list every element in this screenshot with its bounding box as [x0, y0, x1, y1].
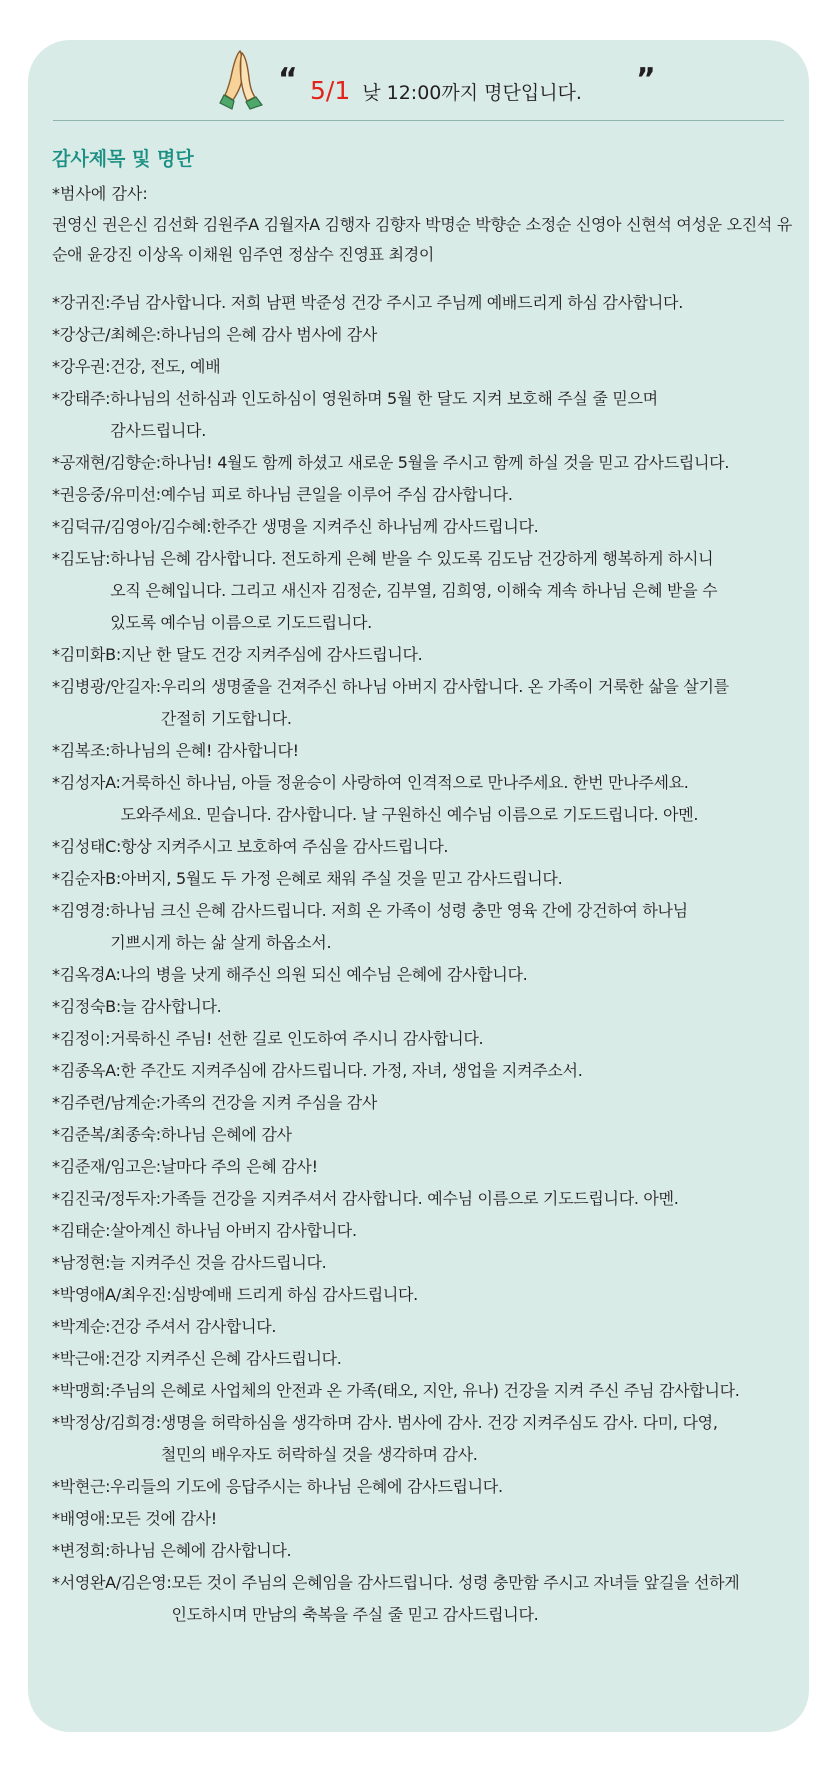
entry-name: *강상근/최혜은: [52, 325, 161, 344]
prayer-entry [52, 1343, 802, 1375]
prayer-entry [52, 1055, 802, 1087]
entry-text: 아버지, 5월도 두 가정 은혜로 채워 주실 것을 믿고 감사드립니다. [120, 869, 563, 888]
prayer-entry [52, 1311, 802, 1343]
entry-text: 거룩하신 주님! 선한 길로 인도하여 주시니 감사합니다. [110, 1029, 484, 1048]
prayer-entry [52, 1503, 802, 1535]
prayer-entry [52, 543, 802, 639]
prayer-entry [52, 1023, 802, 1055]
entry-name: *박계순: [52, 1317, 111, 1336]
entry-text: 날마다 주의 은혜 감사! [160, 1157, 318, 1176]
offering-heading: *범사에 감사: [52, 184, 148, 203]
entry-name: *김복조: [52, 741, 111, 760]
entry-name: *공재현/김향순: [52, 453, 161, 472]
entry-text: 건강, 전도, 예배 [110, 357, 221, 376]
section-title: 감사제목 및 명단 [52, 148, 194, 170]
prayer-content [52, 178, 802, 1631]
prayer-entry [52, 479, 802, 511]
entry-name: *강태주: [52, 389, 111, 408]
prayer-entry [52, 511, 802, 543]
entry-name: *김정이: [52, 1029, 111, 1048]
entry-name: *김덕규/김영아/김수혜: [52, 517, 212, 536]
entry-text: 건강 주셔서 감사합니다. [110, 1317, 277, 1336]
entry-text: 하나님 은혜 감사합니다. 전도하게 은혜 받을 수 있도록 김도남 건강하게 행복하게 하시니 오직 은혜입니다. 그리고 새신자 김정순, 김부열, 김희영, 이해숙 계속 하나님 은혜 받을 수 있도록 예수님 이름으로 기도드립니다. [110, 549, 718, 632]
entry-text: 늘 지켜주신 것을 감사드립니다. [110, 1253, 327, 1272]
entry-text: 하나님의 은혜 감사 범사에 감사 [160, 325, 378, 344]
entry-text: 모든 것에 감사! [110, 1509, 217, 1528]
praying-hands-icon [210, 45, 276, 111]
header [28, 40, 809, 122]
prayer-entry [52, 639, 802, 671]
entry-name: *김영경: [52, 901, 111, 920]
headline [310, 76, 582, 105]
prayer-entry [52, 671, 802, 735]
entry-text: 하나님! 4월도 함께 하셨고 새로운 5월을 주시고 함께 하실 것을 믿고 감사드립니다. [160, 453, 730, 472]
entry-text: 가족들 건강을 지켜주셔서 감사합니다. 예수님 이름으로 기도드립니다. 아멘. [160, 1189, 679, 1208]
entry-name: *김주련/남계순: [52, 1093, 161, 1112]
entry-name: *박영애A/최우진: [52, 1285, 172, 1304]
prayer-entry [52, 1407, 802, 1471]
header-divider [53, 120, 784, 121]
entry-name: *김순자B: [52, 869, 121, 888]
entry-name: *변정희: [52, 1541, 111, 1560]
entry-name: *서영완A/김은영: [52, 1573, 172, 1592]
headline-date: 5/1 [310, 76, 351, 105]
entry-name: *배영애: [52, 1509, 111, 1528]
entry-text: 건강 지켜주신 은혜 감사드립니다. [110, 1349, 342, 1368]
entry-name: *김성태C: [52, 837, 122, 856]
prayer-entry [52, 447, 802, 479]
entry-text: 생명을 허락하심을 생각하며 감사. 범사에 감사. 건강 지켜주심도 감사. 다미, 다영, 철민의 배우자도 허락하실 것을 생각하며 감사. [160, 1413, 718, 1464]
prayer-entry [52, 1119, 802, 1151]
entry-text: 우리의 생명줄을 건져주신 하나님 아버지 감사합니다. 온 가족이 거룩한 삶을 살기를 간절히 기도합니다. [160, 677, 729, 728]
prayer-entry [52, 383, 802, 447]
entry-name: *김옥경A: [52, 965, 121, 984]
entry-name: *권응중/유미선: [52, 485, 161, 504]
prayer-entry [52, 351, 802, 383]
entry-text: 거룩하신 하나님, 아들 정윤승이 사랑하여 인격적으로 만나주세요. 한번 만나주세요. 도와주세요. 믿습니다. 감사합니다. 날 구원하신 예수님 이름으로 기도드립니다. 아멘. [120, 773, 699, 824]
entry-name: *강우권: [52, 357, 111, 376]
entry-text: 한 주간도 지켜주심에 감사드립니다. 가정, 자녀, 생업을 지켜주소서. [120, 1061, 583, 1080]
prayer-entry [52, 735, 802, 767]
entry-name: *김종옥A: [52, 1061, 121, 1080]
entry-text: 한주간 생명을 지켜주신 하나님께 감사드립니다. [211, 517, 539, 536]
prayer-entry [52, 1567, 802, 1631]
prayer-entry [52, 991, 802, 1023]
closing-quote-mark: ” [636, 62, 656, 97]
entry-text: 하나님의 은혜! 감사합니다! [110, 741, 299, 760]
entry-name: *박근애: [52, 1349, 111, 1368]
opening-quote-mark: “ [278, 62, 298, 97]
prayer-entry [52, 1535, 802, 1567]
entry-text: 항상 지켜주시고 보호하여 주심을 감사드립니다. [121, 837, 449, 856]
prayer-entry [52, 767, 802, 831]
entry-name: *박맹희: [52, 1381, 111, 1400]
entry-name: *김정숙B: [52, 997, 121, 1016]
prayer-entry [52, 895, 802, 959]
entry-name: *김진국/정두자: [52, 1189, 161, 1208]
entry-text: 하나님 은혜에 감사합니다. [110, 1541, 292, 1560]
prayer-entry [52, 1247, 802, 1279]
entry-name: *김도남: [52, 549, 111, 568]
entry-name: *김준재/임고은: [52, 1157, 161, 1176]
entry-text: 주님 감사합니다. 저희 남편 박준성 건강 주시고 주님께 예배드리게 하심 감사합니다. [110, 293, 684, 312]
entry-name: *강귀진: [52, 293, 111, 312]
entry-text: 나의 병을 낫게 해주신 의원 되신 예수님 은혜에 감사합니다. [120, 965, 528, 984]
entry-text: 예수님 피로 하나님 큰일을 이루어 주심 감사합니다. [160, 485, 513, 504]
entry-text: 가족의 건강을 지켜 주심을 감사 [160, 1093, 378, 1112]
entry-text: 주님의 은혜로 사업체의 안전과 온 가족(태오, 지안, 유나) 건강을 지켜 주신 주님 감사합니다. [110, 1381, 740, 1400]
entry-text: 하나님 크신 은혜 감사드립니다. 저희 온 가족이 성령 충만 영육 간에 강건하여 하나님 기쁘시게 하는 삶 살게 하옵소서. [110, 901, 688, 952]
entry-text: 하나님의 선하심과 인도하심이 영원하며 5월 한 달도 지켜 보호해 주실 줄 믿으며 감사드립니다. [110, 389, 658, 440]
prayer-entry [52, 1151, 802, 1183]
entry-name: *김태순: [52, 1221, 111, 1240]
entry-text: 살아계신 하나님 아버지 감사합니다. [110, 1221, 357, 1240]
prayer-entry [52, 1471, 802, 1503]
prayer-entry [52, 1215, 802, 1247]
prayer-entry [52, 959, 802, 991]
prayer-entry-list [52, 287, 802, 1631]
entry-text: 모든 것이 주님의 은혜임을 감사드립니다. 성령 충만함 주시고 자녀들 앞길을 선하게 인도하시며 만남의 축복을 주실 줄 믿고 감사드립니다. [171, 1573, 740, 1624]
prayer-entry [52, 863, 802, 895]
prayer-list-panel [28, 40, 809, 1732]
offering-names: 권영신 권은신 김선화 김원주A 김월자A 김행자 김향자 박명순 박향순 소정순 신영아 신현석 여성운 오진석 유순애 윤강진 이상옥 이채원 임주연 정삼수 진영표 최경이 [52, 215, 793, 264]
headline-text: 낮 12:00까지 명단입니다. [362, 82, 582, 104]
entry-text: 심방예배 드리게 하심 감사드립니다. [171, 1285, 418, 1304]
prayer-entry [52, 319, 802, 351]
prayer-entry [52, 1279, 802, 1311]
entry-text: 지난 한 달도 건강 지켜주심에 감사드립니다. [120, 645, 423, 664]
entry-name: *김성자A: [52, 773, 121, 792]
prayer-entry [52, 1087, 802, 1119]
entry-text: 늘 감사합니다. [120, 997, 222, 1016]
entry-name: *박정상/김희경: [52, 1413, 161, 1432]
prayer-entry [52, 1375, 802, 1407]
entry-name: *김준복/최종숙: [52, 1125, 161, 1144]
entry-name: *박현근: [52, 1477, 111, 1496]
entry-name: *남정현: [52, 1253, 111, 1272]
prayer-entry [52, 1183, 802, 1215]
prayer-entry [52, 287, 802, 319]
entry-name: *김미화B: [52, 645, 121, 664]
entry-text: 우리들의 기도에 응답주시는 하나님 은혜에 감사드립니다. [110, 1477, 503, 1496]
prayer-entry [52, 831, 802, 863]
entry-text: 하나님 은혜에 감사 [160, 1125, 292, 1144]
entry-name: *김병광/안길자: [52, 677, 161, 696]
